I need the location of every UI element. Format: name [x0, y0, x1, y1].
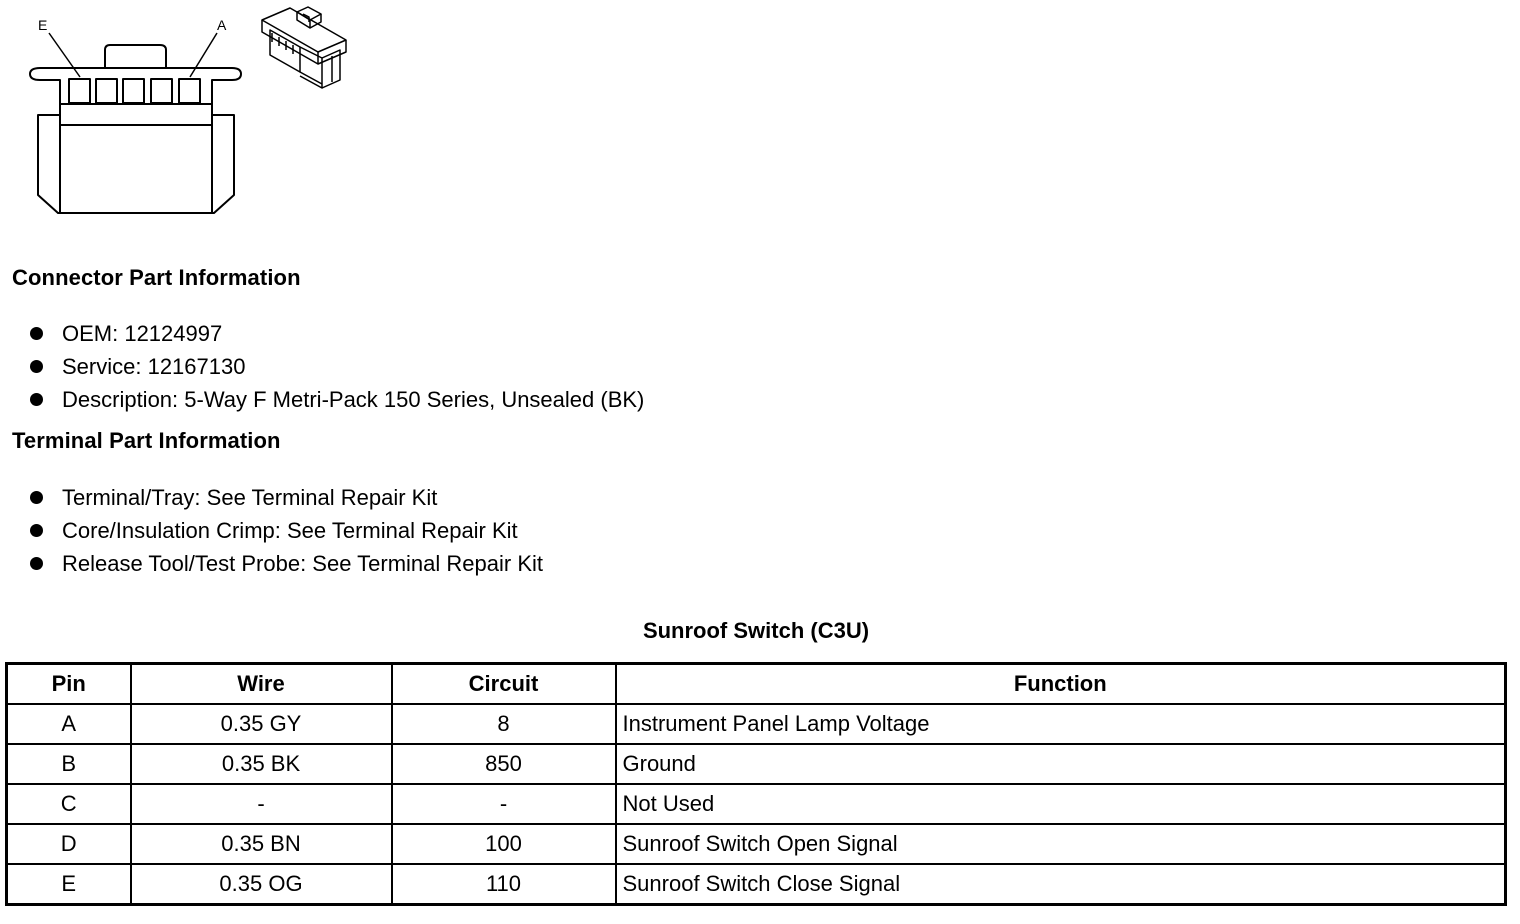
header-pin: Pin	[7, 664, 131, 705]
connector-body	[38, 104, 234, 213]
cell-function: Sunroof Switch Open Signal	[616, 824, 1506, 864]
cell-pin: B	[7, 744, 131, 784]
cell-circuit: 850	[392, 744, 616, 784]
connector-diagram	[0, 0, 380, 230]
cavity-e	[69, 79, 90, 103]
cell-pin: C	[7, 784, 131, 824]
connector-flange	[30, 68, 241, 104]
table-header-row	[7, 664, 1506, 705]
connector-isometric-view	[262, 7, 346, 88]
header-wire: Wire	[131, 664, 392, 705]
bullet-icon	[30, 557, 43, 570]
cell-function: Not Used	[616, 784, 1506, 824]
bullet-icon	[30, 393, 43, 406]
table-row	[7, 744, 1506, 784]
list-item: Description: 5-Way F Metri-Pack 150 Series, Unsealed (BK)	[28, 383, 644, 416]
cell-pin: A	[7, 704, 131, 744]
list-item: Core/Insulation Crimp: See Terminal Repair Kit	[28, 514, 543, 547]
cavity-b	[151, 79, 172, 103]
pin-a-leader	[190, 33, 217, 77]
cell-pin: E	[7, 864, 131, 905]
list-item: Terminal/Tray: See Terminal Repair Kit	[28, 481, 543, 514]
table-row	[7, 864, 1506, 905]
cell-wire: -	[131, 784, 392, 824]
cell-function: Ground	[616, 744, 1506, 784]
header-function: Function	[616, 664, 1506, 705]
terminal-part-heading: Terminal Part Information	[12, 428, 281, 453]
bullet-icon	[30, 360, 43, 373]
cavity-a	[179, 79, 200, 103]
pinout-table	[5, 662, 1507, 906]
table-row	[7, 824, 1506, 864]
connector-part-heading: Connector Part Information	[12, 265, 301, 290]
list-item: Service: 12167130	[28, 350, 644, 383]
bullet-icon	[30, 491, 43, 504]
cell-pin: D	[7, 824, 131, 864]
terminal-part-list	[28, 481, 543, 580]
cell-circuit: 8	[392, 704, 616, 744]
cell-function: Sunroof Switch Close Signal	[616, 864, 1506, 905]
bullet-icon	[30, 327, 43, 340]
connector-part-list	[28, 317, 644, 416]
pin-label-e: E	[38, 17, 48, 33]
table-row	[7, 784, 1506, 824]
cell-circuit: 110	[392, 864, 616, 905]
cell-function: Instrument Panel Lamp Voltage	[616, 704, 1506, 744]
list-item: OEM: 12124997	[28, 317, 644, 350]
cell-wire: 0.35 BN	[131, 824, 392, 864]
cell-wire: 0.35 GY	[131, 704, 392, 744]
table-row	[7, 704, 1506, 744]
bullet-icon	[30, 524, 43, 537]
pin-e-leader	[49, 33, 80, 77]
cell-wire: 0.35 BK	[131, 744, 392, 784]
connector-latch	[105, 45, 166, 68]
cavity-c	[123, 79, 144, 103]
table-title: Sunroof Switch (C3U)	[642, 618, 870, 643]
pin-label-a: A	[217, 17, 227, 33]
cell-circuit: 100	[392, 824, 616, 864]
cell-wire: 0.35 OG	[131, 864, 392, 905]
list-item: Release Tool/Test Probe: See Terminal Repair Kit	[28, 547, 543, 580]
cell-circuit: -	[392, 784, 616, 824]
cavity-d	[96, 79, 117, 103]
header-circuit: Circuit	[392, 664, 616, 705]
